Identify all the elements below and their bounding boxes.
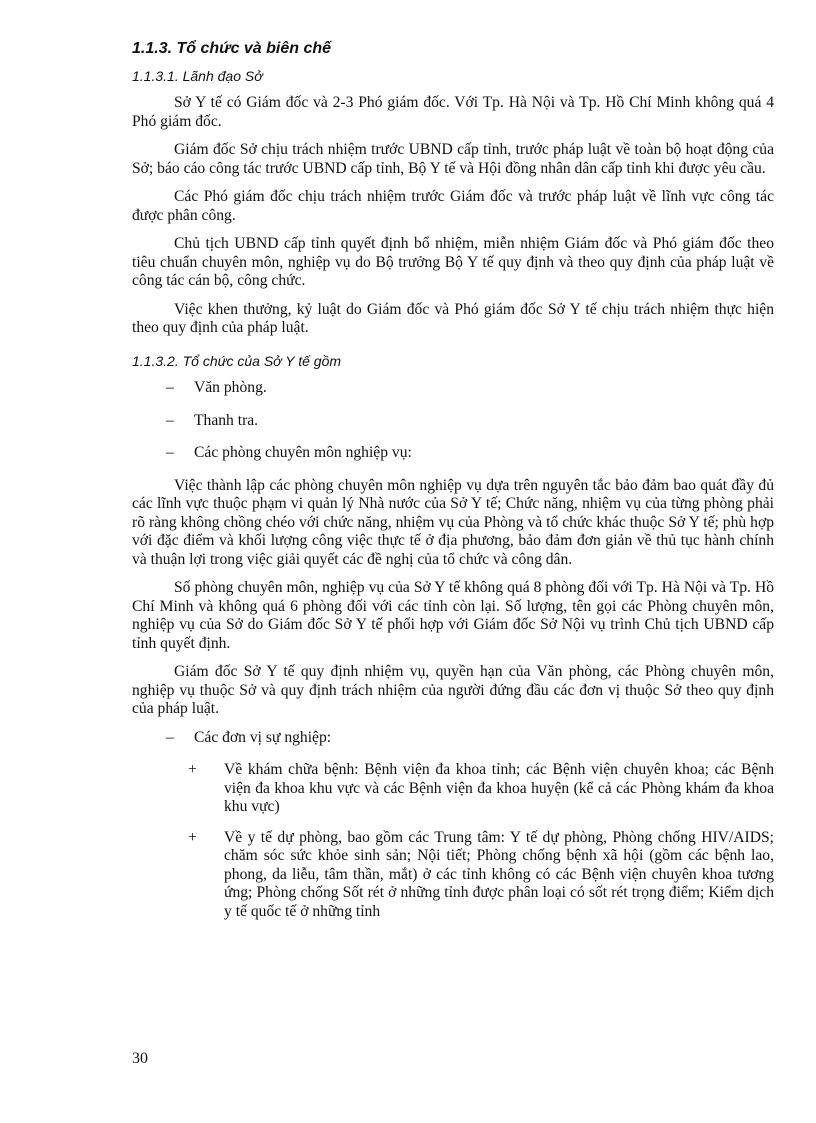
document-page: [132, 40, 774, 933]
subsection-heading-leadership: 1.1.3.1. Lãnh đạo Sở: [132, 67, 263, 84]
list-item: [132, 379, 774, 398]
plus-marker: +: [188, 828, 197, 846]
dash-marker: –: [166, 728, 174, 746]
sub-list-item: [132, 829, 774, 922]
paragraph: Việc thành lập các phòng chuyên môn nghiệp vụ dựa trên nguyên tắc bảo đảm bao quát đầy đủ các lĩnh vực thuộc phạm vi quản lý Nhà nước của Sở Y tế; Chức năng, nhiệm vụ của từng phòng phải rõ ràng không chồng chéo với chức năng, nhiệm vụ của Phòng và tổ chức khác thuộc Sở Y tế; phù hợp với đặc điểm và khối lượng công việc thực tế ở địa phương, bảo đảm đơn giản về thủ tục hành chính và thuận lợi trong việc giải quyết các đề nghị của tổ chức và công dân.: [132, 476, 774, 568]
dash-marker: –: [166, 411, 174, 429]
paragraph: Giám đốc Sở Y tế quy định nhiệm vụ, quyền hạn của Văn phòng, các Phòng chuyên môn, nghiệp vụ thuộc Sở và quy định trách nhiệm của người đứng đầu các đơn vị thuộc Sở theo quy định của pháp luật.: [132, 663, 774, 717]
dash-marker: –: [166, 379, 174, 396]
paragraph: Số phòng chuyên môn, nghiệp vụ của Sở Y tế không quá 8 phòng đối với Tp. Hà Nội và Tp. Hồ Chí Minh và không quá 6 phòng đối với các tỉnh còn lại. Số lượng, tên gọi các Phòng chuyên môn, nghiệp vụ của Sở do Giám đốc Sở Y tế phối hợp với Giám đốc Sở Nội vụ trình Chủ tịch UBND cấp tỉnh quyết định.: [132, 579, 774, 652]
plus-marker: +: [188, 761, 197, 778]
paragraph: Việc khen thưởng, kỷ luật do Giám đốc và Phó giám đốc Sở Y tế chịu trách nhiệm thực hiện theo quy định của pháp luật.: [132, 300, 774, 336]
paragraph: Các Phó giám đốc chịu trách nhiệm trước Giám đốc và trước pháp luật về lĩnh vực công tác được phân công.: [132, 188, 774, 224]
list-item-text: Các đơn vị sự nghiệp:: [194, 728, 332, 746]
list-item: [132, 412, 774, 431]
sub-list-item-text: Về khám chữa bệnh: Bệnh viện đa khoa tỉnh; các Bệnh viện chuyên khoa; các Bệnh viện đa khoa khu vực và các Bệnh viện đa khoa huyện (kể cả các Phòng khám đa khoa khu vực): [224, 761, 774, 815]
list-item: [132, 444, 774, 463]
list-item: [132, 729, 774, 748]
sub-list-item: [132, 761, 774, 817]
subsection-heading-organization: 1.1.3.2. Tổ chức của Sở Y tế gồm: [132, 352, 342, 369]
section-heading: 1.1.3. Tổ chức và biên chế: [132, 40, 332, 57]
list-item-text: Văn phòng.: [194, 379, 267, 396]
paragraph: Chủ tịch UBND cấp tỉnh quyết định bổ nhiệm, miễn nhiệm Giám đốc và Phó giám đốc theo tiêu chuẩn chuyên môn, nghiệp vụ do Bộ trưởng Bộ Y tế quy định và theo quy định của pháp luật về công tác cán bộ, công chức.: [132, 235, 774, 289]
dash-marker: –: [166, 444, 174, 461]
paragraph: Giám đốc Sở chịu trách nhiệm trước UBND cấp tỉnh, trước pháp luật về toàn bộ hoạt động của Sở; báo cáo công tác trước UBND cấp tỉnh, Bộ Y tế và Hội đồng nhân dân cấp tỉnh khi được yêu cầu.: [132, 141, 774, 177]
list-item-text: Thanh tra.: [194, 411, 259, 429]
page-number: 30: [132, 1050, 148, 1067]
sub-list-item-text: Về y tế dự phòng, bao gồm các Trung tâm: Y tế dự phòng, Phòng chống HIV/AIDS; chăm sóc sức khỏe sinh sản; Nội tiết; Phòng chống bệnh xã hội (gồm các bệnh lao, phong, da liễu, tâm thần, mắt) ở các tỉnh không có các Bệnh viện chuyên khoa tương ứng; Phòng chống Sốt rét ở những tỉnh được phân loại có sốt rét trọng điểm; Kiểm dịch y tế quốc tế ở những tỉnh: [224, 828, 774, 920]
list-item-text: Các phòng chuyên môn nghiệp vụ:: [194, 444, 412, 461]
paragraph: Sở Y tế có Giám đốc và 2-3 Phó giám đốc. Với Tp. Hà Nội và Tp. Hồ Chí Minh không quá 4 Phó giám đốc.: [132, 94, 774, 130]
